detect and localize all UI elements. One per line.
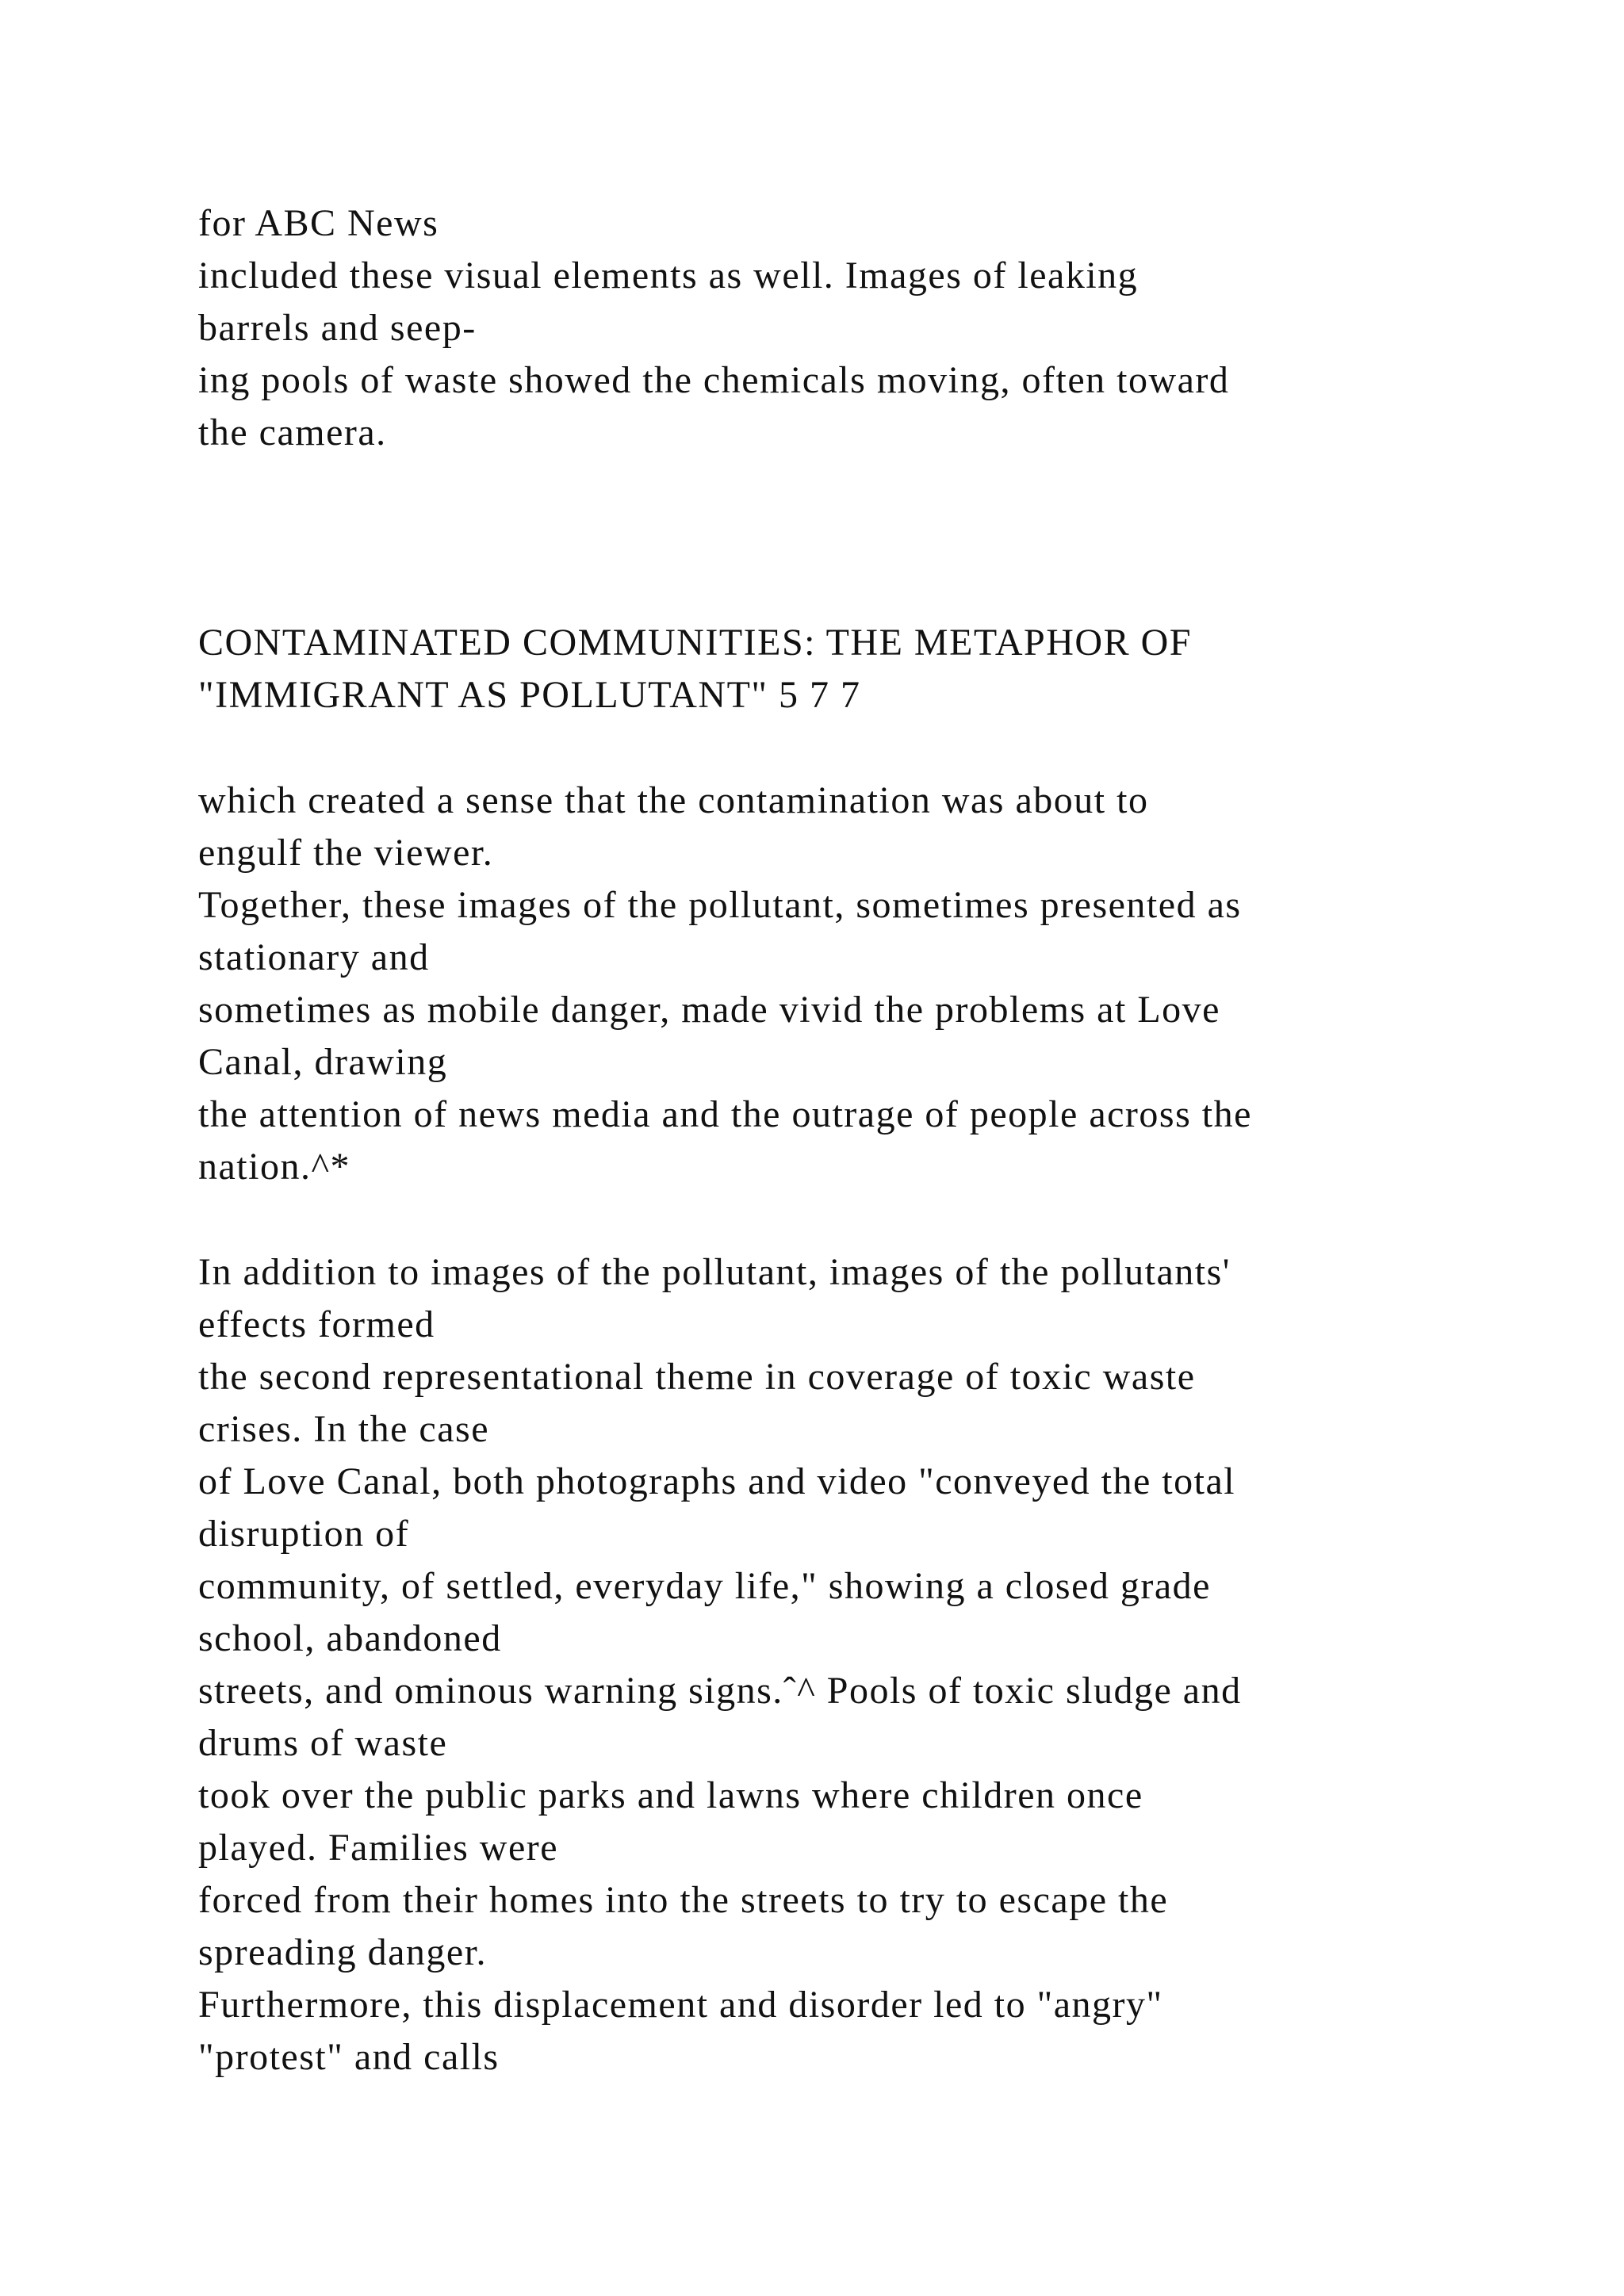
text-line: Canal, drawing <box>198 1041 448 1083</box>
header-line: "IMMIGRANT AS POLLUTANT" 5 7 7 <box>198 674 861 716</box>
text-line: stationary and <box>198 936 430 978</box>
text-line: of Love Canal, both photographs and video "conveyed the total <box>198 1460 1236 1502</box>
text-line: effects formed <box>198 1303 435 1345</box>
text-line: Furthermore, this displacement and disorder led to "angry" <box>198 1984 1163 2026</box>
text-line: spreading danger. <box>198 1931 488 1973</box>
text-line: took over the public parks and lawns where children once <box>198 1774 1143 1816</box>
paragraph-effects <box>198 1246 1561 2084</box>
text-line: sometimes as mobile danger, made vivid the problems at Love <box>198 989 1220 1031</box>
text-line: disruption of <box>198 1513 410 1555</box>
text-line: the camera. <box>198 411 387 453</box>
header-line: CONTAMINATED COMMUNITIES: THE METAPHOR OF <box>198 622 1192 664</box>
text-line: the attention of news media and the outrage of people across the <box>198 1093 1252 1135</box>
text-line: crises. In the case <box>198 1408 490 1450</box>
text-line: In addition to images of the pollutant, images of the pollutants' <box>198 1251 1231 1293</box>
paragraph-abc-news <box>198 197 1561 459</box>
text-line: drums of waste <box>198 1722 448 1764</box>
text-line: forced from their homes into the streets to try to escape the <box>198 1879 1169 1921</box>
text-line: barrels and seep- <box>198 307 477 349</box>
text-line: community, of settled, everyday life," showing a closed grade <box>198 1565 1211 1607</box>
running-header <box>198 617 1561 721</box>
text-line: Together, these images of the pollutant, sometimes presented as <box>198 884 1242 926</box>
paragraph-contamination <box>198 775 1561 1193</box>
text-line: engulf the viewer. <box>198 832 494 874</box>
text-line: streets, and ominous warning signs.ˆ^ Pools of toxic sludge and <box>198 1670 1242 1712</box>
text-line: the second representational theme in coverage of toxic waste <box>198 1356 1196 1398</box>
text-line: school, abandoned <box>198 1617 502 1659</box>
text-line: which created a sense that the contamination was about to <box>198 779 1149 821</box>
text-line: ing pools of waste showed the chemicals moving, often toward <box>198 359 1230 401</box>
text-line: nation.^* <box>198 1146 350 1188</box>
text-line: "protest" and calls <box>198 2036 500 2078</box>
text-line: for ABC News <box>198 202 439 244</box>
text-line: played. Families were <box>198 1827 559 1869</box>
text-line: included these visual elements as well. Images of leaking <box>198 254 1139 297</box>
